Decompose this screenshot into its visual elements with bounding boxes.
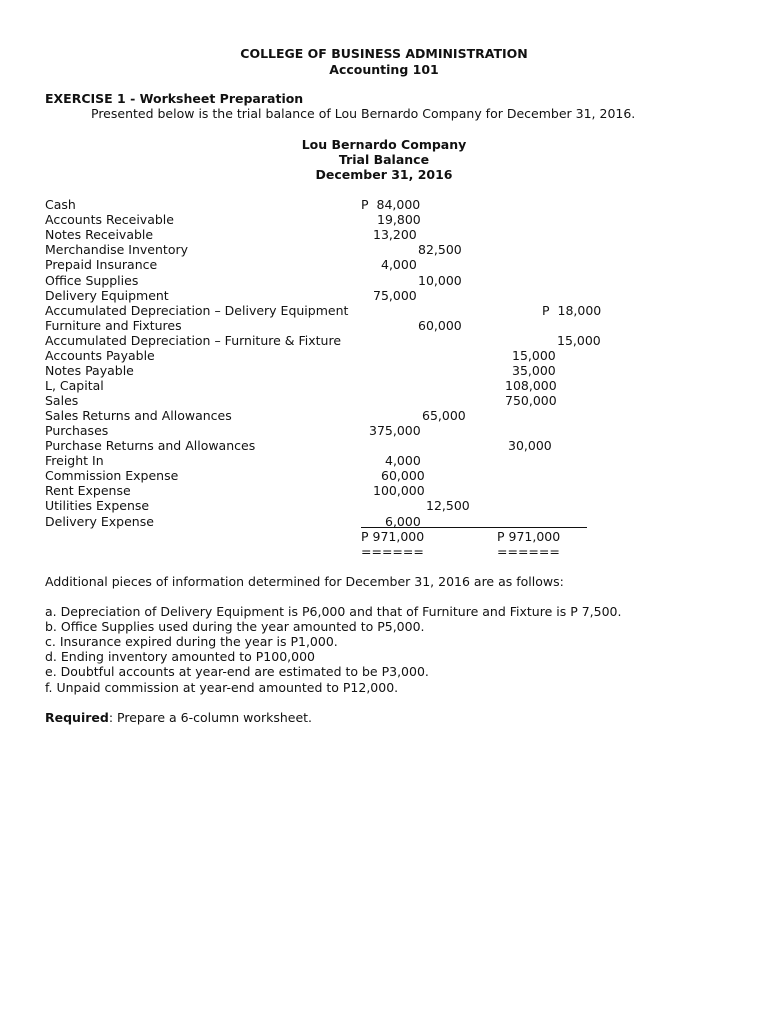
company-name: Lou Bernardo Company (301, 137, 467, 152)
account-amount: 30,000 (508, 438, 552, 453)
course-heading: Accounting 101 (329, 62, 439, 77)
account-name: Utilities Expense (45, 498, 150, 513)
account-name: Accumulated Depreciation – Delivery Equipment (45, 303, 349, 318)
account-name: Delivery Expense (45, 514, 154, 529)
account-amount: P 18,000 (542, 303, 602, 318)
list-item: c. Insurance expired during the year is P1,000. (45, 634, 338, 649)
additional-intro: Additional pieces of information determined for December 31, 2016 are as follows: (45, 574, 564, 589)
account-name: Accumulated Depreciation – Furniture & Fixture (45, 333, 342, 348)
account-name: Accounts Receivable (45, 212, 174, 227)
account-amount: 15,000 (557, 333, 601, 348)
list-item: f. Unpaid commission at year-end amounted to P12,000. (45, 680, 399, 695)
required-label: Required (45, 710, 109, 725)
account-amount: 375,000 (369, 423, 421, 438)
account-amount: 10,000 (418, 273, 462, 288)
account-amount: 6,000 (385, 514, 421, 529)
list-item: d. Ending inventory amounted to P100,000 (45, 649, 315, 664)
account-amount: 60,000 (418, 318, 462, 333)
account-name: Purchases (45, 423, 109, 438)
total-credit: P 971,000 (497, 529, 561, 544)
double-rule-credit: ====== (497, 544, 560, 559)
account-name: Freight In (45, 453, 104, 468)
account-amount: 82,500 (418, 242, 462, 257)
account-name: Prepaid Insurance (45, 257, 158, 272)
account-name: Delivery Equipment (45, 288, 169, 303)
account-name: L, Capital (45, 378, 104, 393)
account-amount: 65,000 (422, 408, 466, 423)
account-amount: 19,800 (377, 212, 421, 227)
statement-title: Trial Balance (338, 152, 430, 167)
account-amount: 35,000 (512, 363, 556, 378)
account-amount: 108,000 (505, 378, 557, 393)
total-debit: P 971,000 (361, 529, 425, 544)
statement-date: December 31, 2016 (315, 167, 453, 182)
exercise-intro: Presented below is the trial balance of Lou Bernardo Company for December 31, 2016. (91, 106, 636, 121)
account-amount: 4,000 (381, 257, 417, 272)
total-rule (361, 527, 587, 528)
account-name: Merchandise Inventory (45, 242, 189, 257)
account-name: Office Supplies (45, 273, 139, 288)
account-name: Notes Receivable (45, 227, 154, 242)
account-name: Commission Expense (45, 468, 179, 483)
account-name: Notes Payable (45, 363, 134, 378)
account-name: Sales (45, 393, 79, 408)
account-name: Sales Returns and Allowances (45, 408, 232, 423)
required-text: : Prepare a 6-column worksheet. (108, 710, 313, 725)
account-name: Accounts Payable (45, 348, 155, 363)
account-amount: 12,500 (426, 498, 470, 513)
college-heading: COLLEGE OF BUSINESS ADMINISTRATION (240, 46, 528, 61)
list-item: a. Depreciation of Delivery Equipment is P6,000 and that of Furniture and Fixture is P 7,500. (45, 604, 622, 619)
account-amount: 13,200 (373, 227, 417, 242)
account-amount: 750,000 (505, 393, 557, 408)
account-name: Purchase Returns and Allowances (45, 438, 256, 453)
double-rule-debit: ====== (361, 544, 424, 559)
account-amount: P 84,000 (361, 197, 421, 212)
account-name: Rent Expense (45, 483, 131, 498)
account-amount: 100,000 (373, 483, 425, 498)
account-amount: 15,000 (512, 348, 556, 363)
account-name: Furniture and Fixtures (45, 318, 182, 333)
list-item: e. Doubtful accounts at year-end are estimated to be P3,000. (45, 664, 429, 679)
account-amount: 4,000 (385, 453, 421, 468)
required-instruction (45, 710, 312, 725)
list-item: b. Office Supplies used during the year amounted to P5,000. (45, 619, 425, 634)
account-name: Cash (45, 197, 76, 212)
account-amount: 75,000 (373, 288, 417, 303)
exercise-title: EXERCISE 1 - Worksheet Preparation (45, 91, 304, 106)
account-amount: 60,000 (381, 468, 425, 483)
